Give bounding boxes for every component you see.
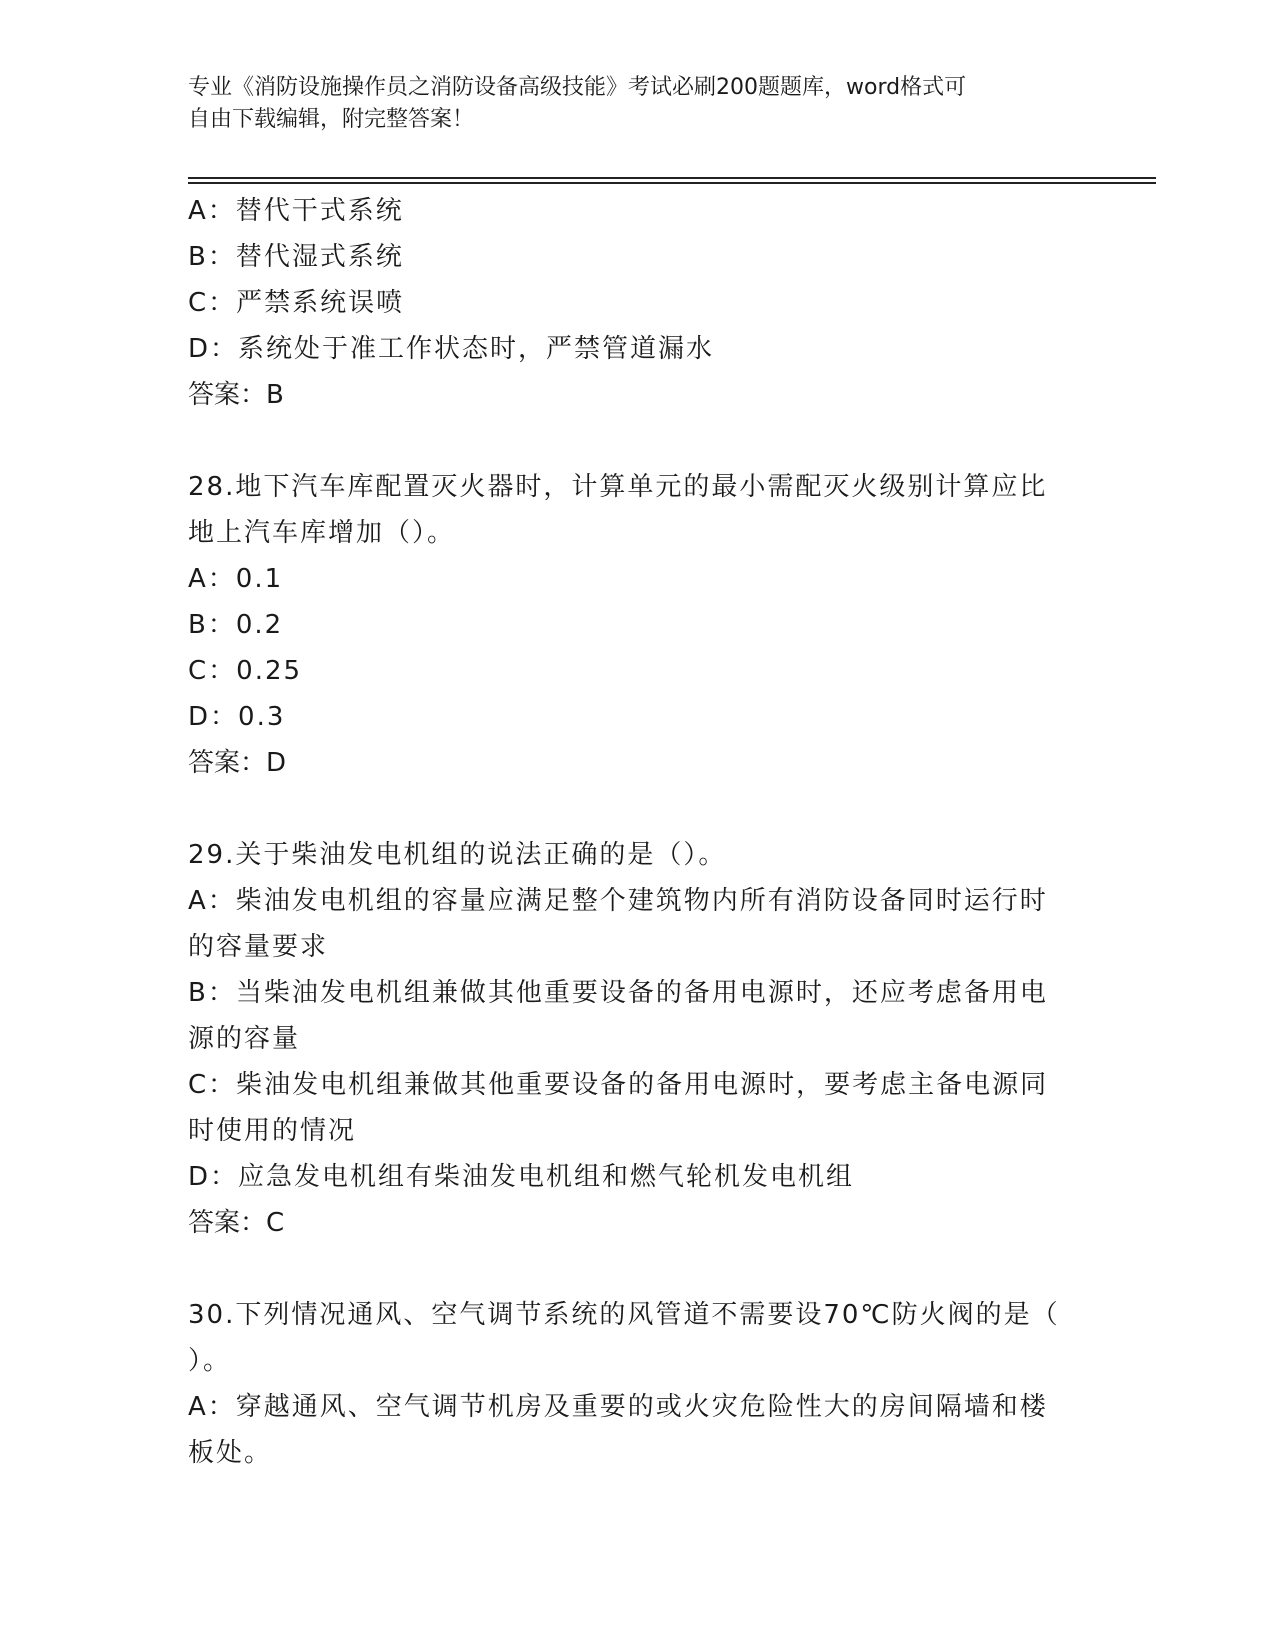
option-a: A：穿越通风、空气调节机房及重要的或火灾危险性大的房间隔墙和楼: [188, 1392, 1048, 1422]
option-b: B：当柴油发电机组兼做其他重要设备的备用电源时，还应考虑备用电: [188, 978, 1048, 1008]
option-c: C：0.25: [188, 656, 303, 686]
option-a-cont: 的容量要求: [188, 932, 329, 962]
question-29: [188, 832, 1088, 1246]
question-stem-cont: 地上汽车库增加（）。: [188, 518, 456, 548]
header-divider-top: [188, 177, 1156, 179]
option-a: A：柴油发电机组的容量应满足整个建筑物内所有消防设备同时运行时: [188, 886, 1048, 916]
option-d: D：系统处于准工作状态时，严禁管道漏水: [188, 334, 715, 364]
question-stem: 29.关于柴油发电机组的说法正确的是（）。: [188, 840, 727, 870]
question-stem: 30.下列情况通风、空气调节系统的风管道不需要设70℃防火阀的是（: [188, 1300, 1060, 1330]
answer: 答案：D: [188, 748, 287, 778]
spacer: [188, 1246, 1088, 1292]
spacer: [188, 786, 1088, 832]
question-list: [188, 188, 1088, 1476]
question-27-options: [188, 188, 1088, 418]
option-b-cont: 源的容量: [188, 1024, 301, 1054]
option-c: C：严禁系统误喷: [188, 288, 405, 318]
header-line-1: 专业《消防设施操作员之消防设备高级技能》考试必刷200题题库，word格式可: [188, 75, 967, 100]
header-divider-bottom: [188, 182, 1156, 184]
option-d: D：应急发电机组有柴油发电机组和燃气轮机发电机组: [188, 1162, 855, 1192]
option-c-cont: 时使用的情况: [188, 1116, 357, 1146]
question-stem: 28.地下汽车库配置灭火器时，计算单元的最小需配灭火级别计算应比: [188, 472, 1048, 502]
document-header: [188, 72, 1068, 136]
option-a: A：0.1: [188, 564, 284, 594]
spacer: [188, 418, 1088, 464]
question-30: [188, 1292, 1088, 1476]
option-b: B：0.2: [188, 610, 284, 640]
option-b: B：替代湿式系统: [188, 242, 404, 272]
question-stem-cont: ）。: [188, 1346, 232, 1376]
option-c: C：柴油发电机组兼做其他重要设备的备用电源时，要考虑主备电源同: [188, 1070, 1049, 1100]
option-a-cont: 板处。: [188, 1438, 273, 1468]
option-a: A：替代干式系统: [188, 196, 404, 226]
answer: 答案：C: [188, 1208, 285, 1238]
header-line-2: 自由下载编辑，附完整答案！: [188, 107, 475, 132]
option-d: D：0.3: [188, 702, 286, 732]
question-28: [188, 464, 1088, 786]
answer: 答案：B: [188, 380, 284, 410]
